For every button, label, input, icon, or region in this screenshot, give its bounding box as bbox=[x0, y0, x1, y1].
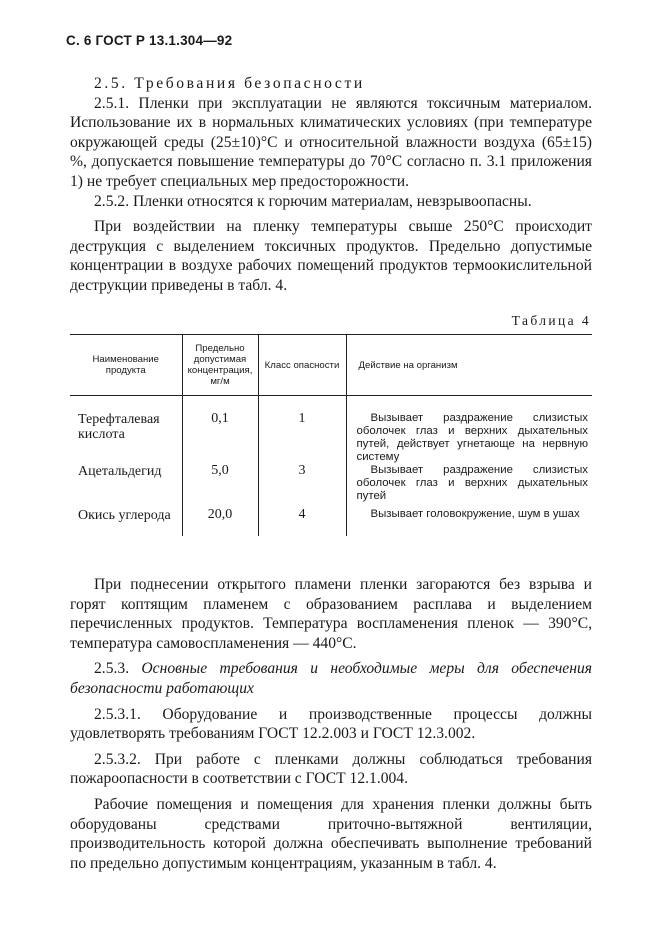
section-bottom-text bbox=[70, 575, 592, 873]
col-header-effect: Действие на организм bbox=[346, 335, 592, 396]
cell-class: 1 bbox=[258, 396, 346, 465]
table-row bbox=[70, 508, 592, 536]
paragraph-2-5-3-1: 2.5.3.1. Оборудование и производственные процессы должны удовлетворять требованиям ГОСТ 12.2.003 и ГОСТ 12.3.002. bbox=[70, 705, 592, 743]
cell-effect bbox=[346, 396, 592, 465]
table-caption: Таблица 4 bbox=[511, 313, 591, 328]
paragraph-2-5-3 bbox=[70, 659, 592, 698]
cell-name: Окись углерода bbox=[78, 508, 171, 523]
cell-class: 3 bbox=[258, 464, 346, 508]
section-top-text bbox=[70, 74, 592, 296]
cell-concentration: 5,0 bbox=[182, 464, 258, 508]
paragraph-2-5-2: 2.5.2. Пленки относятся к горючим материалам, невзрывоопасны. bbox=[94, 192, 532, 210]
col-header-name: Наименование продукта bbox=[70, 335, 182, 396]
paragraph-2-5-3-number: 2.5.3. bbox=[94, 660, 130, 678]
cell-name: Терефталевая кислота bbox=[78, 412, 160, 442]
table-4 bbox=[70, 334, 592, 536]
cell-name: Ацетальдегид bbox=[78, 464, 162, 479]
cell-effect-text: Вызывает раздражение слизистых оболочек глаз и верхних дыхательных путей bbox=[356, 464, 588, 502]
cell-concentration: 20,0 bbox=[182, 508, 258, 536]
cell-effect-text: Вызывает головокружение, шум в ушах bbox=[370, 508, 580, 520]
col-header-concentration: Предельно допустимая концентрация, мг/м bbox=[182, 335, 258, 396]
table-row bbox=[70, 396, 592, 465]
col-header-class: Класс опасности bbox=[258, 335, 346, 396]
cell-effect bbox=[346, 508, 592, 536]
section-title: 2.5. Требования безопасности bbox=[94, 75, 365, 92]
cell-concentration: 0,1 bbox=[182, 396, 258, 465]
cell-effect bbox=[346, 464, 592, 508]
paragraph-2-5-1: 2.5.1. Пленки при эксплуатации не являются токсичным материалом. Использование их в нормальных климатических условиях (при температуре окружающей среды (25±10)°С и относительной влажности воздуха (65±15) %, допускается повышение температуры до 70°С согласно п. 3.1 приложения 1) не требует специальных мер предосторожности. bbox=[70, 94, 592, 190]
cell-class: 4 bbox=[258, 508, 346, 536]
paragraph-2-5-3-2: 2.5.3.2. При работе с пленками должны соблюдаться требования пожароопасности в соответствии с ГОСТ 12.1.004. bbox=[70, 750, 592, 788]
paragraph-2-5-3-title: Основные требования и необходимые меры для обеспечения безопасности работающих bbox=[70, 660, 592, 697]
paragraph-ignition: При поднесении открытого пламени пленки загораются без взрыва и горят коптящим пламенем с образованием расплава и выделением перечисленных продуктов. Температура воспламенения пленок — 390°С, температура самовоспламенения — 440°С. bbox=[70, 576, 592, 652]
page-header: С. 6 ГОСТ Р 13.1.304—92 bbox=[66, 33, 233, 48]
paragraph-destruction: При воздействии на пленку температуры свыше 250°С происходит деструкция с выделением токсичных продуктов. Предельно допустимые концентрации в воздухе рабочих помещений продуктов термоокислительной деструкции приведены в табл. 4. bbox=[70, 218, 592, 294]
table-row bbox=[70, 464, 592, 508]
paragraph-ventilation: Рабочие помещения и помещения для хранения пленки должны быть оборудованы средствами приточно-вытяжной вентиляции, производительность которой должна обеспечивать выполнение требований по предельно допустимым концентрациям, указанным в табл. 4. bbox=[70, 795, 592, 872]
table-header-row bbox=[70, 335, 592, 396]
cell-effect-text: Вызывает раздражение слизистых оболочек глаз и верхних дыхательных путей, действует угнетающе на нервную систему bbox=[356, 412, 588, 463]
